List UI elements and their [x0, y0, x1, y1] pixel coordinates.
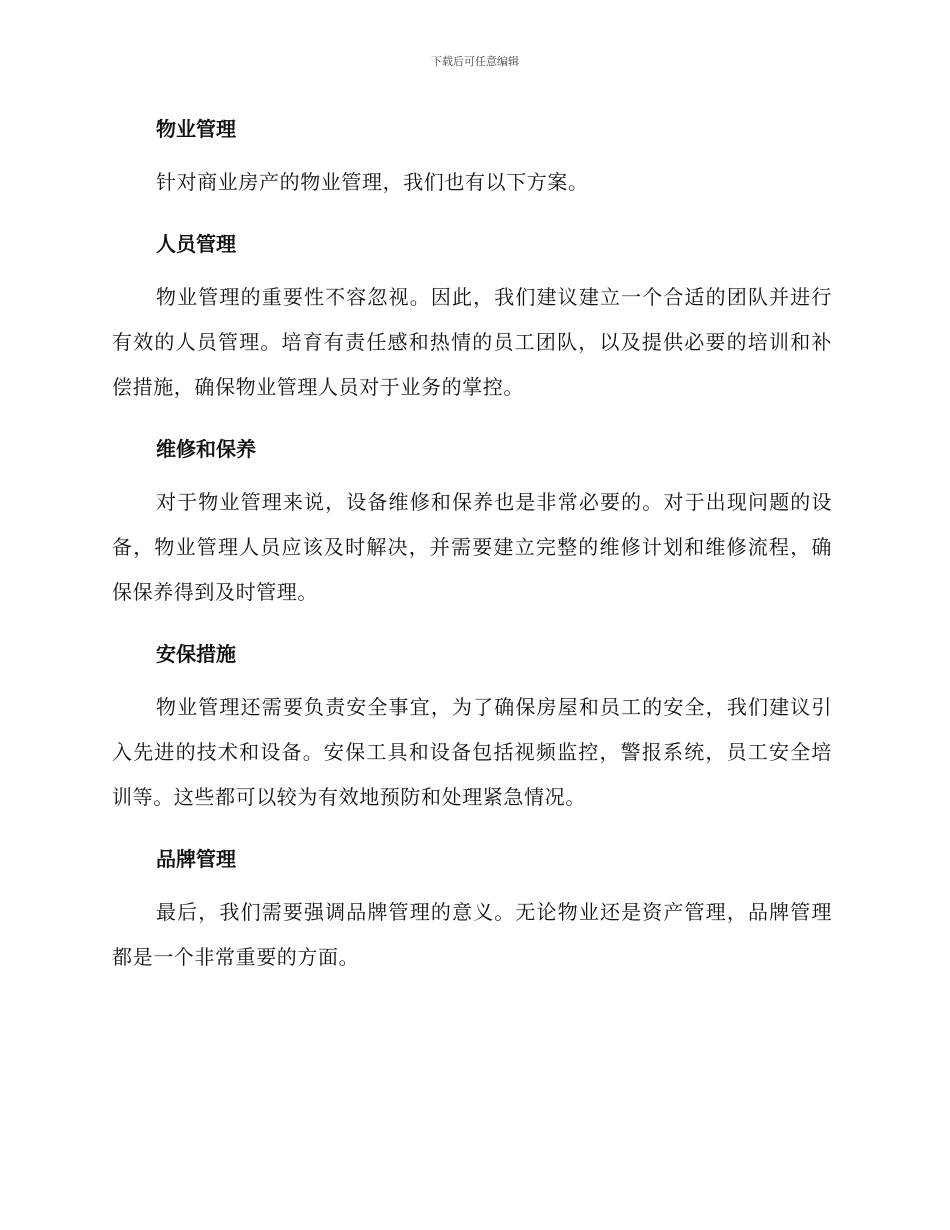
section-heading-personnel-management: 人员管理 — [156, 232, 236, 256]
section-paragraph-brand-management: 最后，我们需要强调品牌管理的意义。无论物业还是资产管理，品牌管理都是一个非常重要的方面。 — [112, 900, 832, 969]
document-body — [112, 110, 832, 1000]
section-paragraph-property-management: 针对商业房产的物业管理，我们也有以下方案。 — [156, 170, 589, 194]
section-heading-property-management: 物业管理 — [156, 117, 236, 141]
section-paragraph-personnel-management: 物业管理的重要性不容忽视。因此，我们建议建立一个合适的团队并进行有效的人员管理。培育有责任感和热情的员工团队，以及提供必要的培训和补偿措施，确保物业管理人员对于业务的掌控。 — [112, 285, 832, 399]
section-paragraph-maintenance: 对于物业管理来说，设备维修和保养也是非常必要的。对于出现问题的设备，物业管理人员应该及时解决，并需要建立完整的维修计划和维修流程，确保保养得到及时管理。 — [112, 490, 832, 604]
section-heading-security: 安保措施 — [156, 642, 236, 666]
page-header-note: 下载后可任意编辑 — [431, 55, 519, 68]
section-paragraph-security: 物业管理还需要负责安全事宜，为了确保房屋和员工的安全，我们建议引入先进的技术和设备。安保工具和设备包括视频监控，警报系统，员工安全培训等。这些都可以较为有效地预防和处理紧急情况。 — [112, 695, 832, 809]
section-heading-brand-management: 品牌管理 — [156, 847, 236, 871]
section-heading-maintenance: 维修和保养 — [156, 437, 256, 461]
